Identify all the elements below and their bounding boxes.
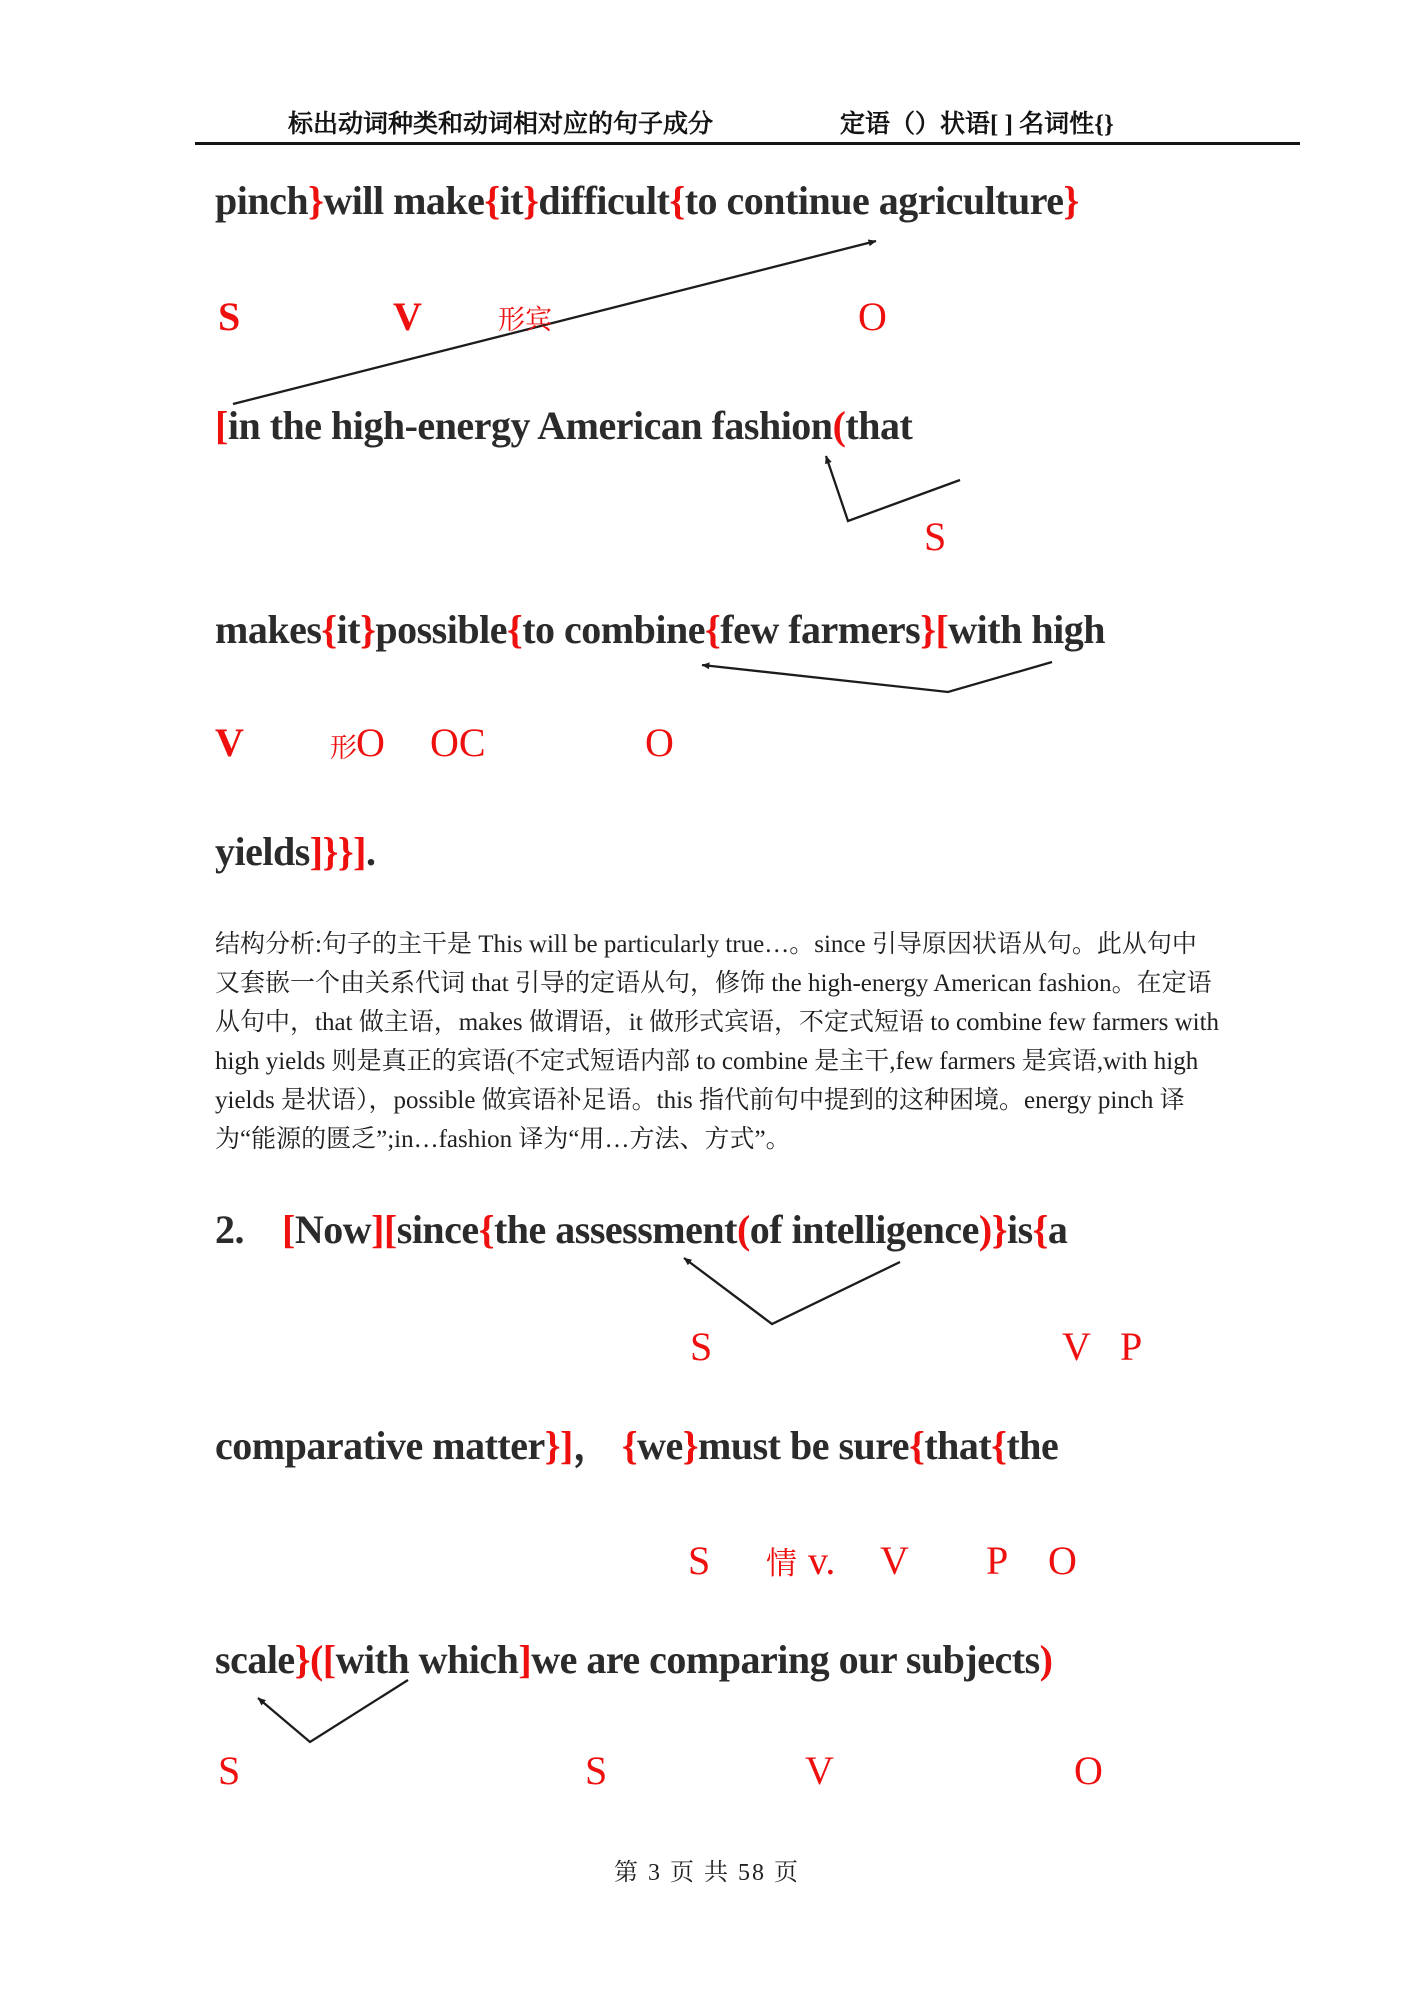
sentence-text: makes (215, 607, 322, 652)
sentence-text: pinch (215, 178, 309, 223)
sentence-line-comparative (215, 1424, 1058, 1468)
sentence-text: the assessment (493, 1207, 737, 1252)
grammar-label: S (218, 294, 241, 339)
bracket-mark: { (484, 178, 500, 223)
bracket-mark: ( (736, 1207, 750, 1252)
sentence-text: to continue agriculture (684, 178, 1064, 223)
annotation-arrow (684, 1258, 900, 1324)
sentence-text: difficult (538, 178, 670, 223)
sentence-text: possible (375, 607, 507, 652)
sentence-line-pinch (215, 179, 1079, 223)
analysis-line: 又套嵌一个由关系代词 that 引导的定语从句，修饰 the high-energy American fashion。在定语 (215, 970, 1212, 997)
grammar-label: OC (430, 720, 486, 765)
annotation-arrow (233, 241, 876, 404)
page-footer: 第 3 页 共 58 页 (614, 1860, 800, 1886)
grammar-label: P (1120, 1324, 1143, 1369)
grammar-label: 形 (330, 733, 357, 763)
bracket-mark: { (705, 607, 721, 652)
analysis-line: 从句中，that 做主语，makes 做谓语，it 做形式宾语，不定式短语 to combine few farmers with (215, 1009, 1220, 1036)
annotation-arrow (826, 456, 960, 521)
sentence-text: we are comparing our subjects (531, 1637, 1040, 1682)
bracket-mark: } (1063, 178, 1079, 223)
bracket-mark: { (991, 1423, 1007, 1468)
grammar-label: S (688, 1538, 711, 1583)
sentence-text: yields (215, 829, 310, 874)
bracket-mark: } (308, 178, 324, 223)
bracket-mark: }([ (294, 1637, 336, 1682)
header-legend-right: 定语（）状语[ ] 名词性{} (840, 111, 1114, 138)
sentence-text: it (336, 607, 361, 652)
bracket-mark: } (920, 607, 936, 652)
grammar-label: v. (808, 1538, 836, 1583)
bracket-mark: [ (935, 607, 949, 652)
grammar-label: 形宾 (498, 305, 552, 335)
grammar-label: O (1048, 1538, 1077, 1583)
grammar-label: P (986, 1538, 1009, 1583)
sentence-text: it (499, 178, 524, 223)
sentence-text: with which (335, 1637, 519, 1682)
sentence-text: Now (294, 1207, 372, 1252)
sentence-text: that (845, 403, 913, 448)
grammar-label: V (393, 294, 422, 339)
sentence-text: a (1047, 1207, 1068, 1252)
bracket-mark: { (1032, 1207, 1048, 1252)
sentence-line-now-since (215, 1208, 1067, 1252)
sentence-text: few farmers (720, 607, 921, 652)
sentence-text: comparative matter (215, 1423, 545, 1468)
bracket-mark: ) (1039, 1637, 1053, 1682)
annotation-arrow (702, 662, 1052, 692)
grammar-label: V (1062, 1324, 1091, 1369)
sentence-text: with high (948, 607, 1105, 652)
bracket-mark: { (621, 1423, 638, 1468)
bracket-mark: } (682, 1423, 698, 1468)
sentence-text: 2. (215, 1207, 282, 1252)
sentence-line-makes (215, 608, 1105, 652)
sentence-text: scale (215, 1637, 295, 1682)
analysis-line: 为“能源的匮乏”;in…fashion 译为“用…方法、方式”。 (215, 1126, 791, 1153)
bracket-mark: { (506, 607, 523, 652)
grammar-label: O (645, 720, 674, 765)
analysis-line: high yields 则是真正的宾语(不定式短语内部 to combine 是主干,few farmers 是宾语,with high (215, 1048, 1199, 1075)
bracket-mark: } (360, 607, 376, 652)
bracket-mark: )} (978, 1207, 1007, 1252)
grammar-label: O (1074, 1748, 1103, 1793)
annotation-arrow (258, 1680, 408, 1742)
analysis-paragraph (215, 925, 1250, 1159)
grammar-label: S (924, 514, 947, 559)
bracket-mark: [ (215, 403, 228, 448)
bracket-mark: ] (518, 1637, 532, 1682)
sentence-line-scale (215, 1638, 1052, 1682)
header-title-left: 标出动词种类和动词相对应的句子成分 (288, 111, 714, 138)
analysis-line: 结构分析:句子的主干是 This will be particularly true…。since 引导原因状语从句。此从句中 (215, 931, 1197, 958)
bracket-mark: { (321, 607, 337, 652)
grammar-label: V (880, 1538, 909, 1583)
sentence-text: . (365, 829, 376, 874)
sentence-text: will make (323, 178, 485, 223)
grammar-label: S (218, 1748, 241, 1793)
sentence-text: ， (572, 1423, 622, 1468)
sentence-line-fashion (215, 404, 912, 448)
bracket-mark: ][ (371, 1207, 397, 1252)
sentence-text: in the high-energy American fashion (227, 403, 833, 448)
grammar-label: O (858, 294, 887, 339)
grammar-label: O (356, 720, 385, 765)
sentence-text: is (1006, 1207, 1033, 1252)
sentence-text: since (396, 1207, 479, 1252)
grammar-label: S (585, 1748, 608, 1793)
sentence-line-yields (215, 830, 375, 874)
bracket-mark: ]}}] (309, 829, 366, 874)
sentence-text: the (1006, 1423, 1059, 1468)
sentence-text: must be sure (698, 1423, 910, 1468)
bracket-mark: [ (282, 1207, 295, 1252)
analysis-line: yields 是状语），possible 做宾语补足语。this 指代前句中提到的这种困境。energy pinch 译 (215, 1087, 1185, 1114)
sentence-text: we (637, 1423, 683, 1468)
grammar-label: V (215, 720, 244, 765)
grammar-label: S (690, 1324, 713, 1369)
bracket-mark: { (909, 1423, 925, 1468)
bracket-mark: { (669, 178, 685, 223)
bracket-mark: }] (544, 1423, 573, 1468)
grammar-label: 情 (766, 1546, 797, 1581)
sentence-text: that (924, 1423, 992, 1468)
bracket-mark: ( (832, 403, 846, 448)
bracket-mark: { (478, 1207, 494, 1252)
grammar-label: V (805, 1748, 834, 1793)
header-rule (195, 142, 1300, 145)
sentence-text: of intelligence (749, 1207, 979, 1252)
bracket-mark: } (523, 178, 539, 223)
sentence-text: to combine (522, 607, 705, 652)
